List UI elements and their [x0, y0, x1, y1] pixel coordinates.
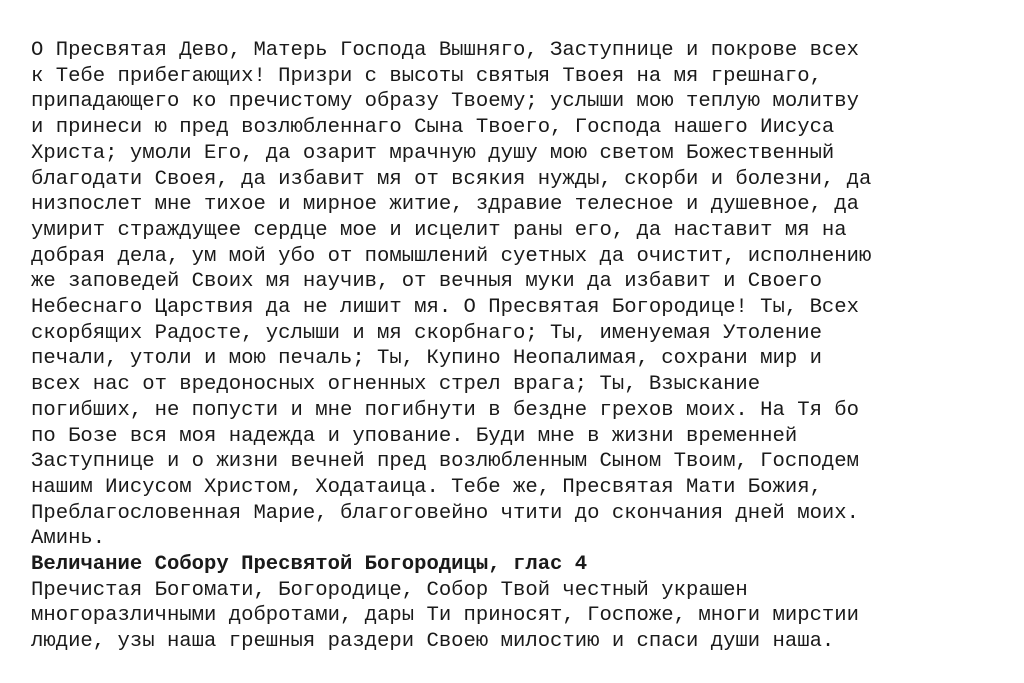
text-line: Преблагословенная Марие, благоговейно чтити до скончания дней моих.: [31, 501, 860, 525]
text-line: многоразличными добротами, дары Ти приносят, Госпоже, многи мирстии: [31, 604, 860, 628]
text-line: умирит страждущее сердце мое и исцелит раны его, да наставит мя на: [31, 218, 847, 242]
text-line: же заповедей Своих мя научив, от вечныя муки да избавит и Своего: [31, 270, 822, 294]
text-line: нашим Иисусом Христом, Ходатаица. Тебе же, Пресвятая Мати Божия,: [31, 475, 822, 499]
text-line: и принеси ю пред возлюбленнаго Сына Твоего, Господа нашего Иисуса: [31, 116, 835, 140]
text-line: добрая дела, ум мой убо от помышлений суетных да очистит, исполнению: [31, 244, 872, 268]
text-line: низпослет мне тихое и мирное житие, здравие телесное и душевное, да: [31, 193, 860, 217]
text-line: скорбящих Радосте, услыши и мя скорбнаго; Ты, именуемая Утоление: [31, 321, 822, 345]
text-line: людие, узы наша грешныя раздери Своею милостию и спаси души наша.: [31, 630, 835, 654]
document-page: [31, 38, 1011, 655]
magnification-heading: Величание Собору Пресвятой Богородицы, глас 4: [31, 553, 588, 577]
text-line: погибших, не попусти и мне погибнути в бездне грехов моих. На Тя бо: [31, 398, 860, 422]
text-line: припадающего ко пречистому образу Твоему; услыши мою теплую молитву: [31, 90, 860, 114]
text-line: Небеснаго Царствия да не лишит мя. О Пресвятая Богородице! Ты, Всех: [31, 296, 860, 320]
text-line: благодати Своея, да избавит мя от всякия нужды, скорби и болезни, да: [31, 167, 872, 191]
text-line: Христа; умоли Его, да озарит мрачную душу мою светом Божественный: [31, 141, 835, 165]
text-line: Пречистая Богомати, Богородице, Собор Твой честный украшен: [31, 578, 748, 602]
prayer-text: [31, 38, 1011, 552]
magnification-text: [31, 578, 1011, 655]
text-line: Аминь.: [31, 527, 106, 551]
text-line: Заступнице и о жизни вечней пред возлюбленным Сыном Твоим, Господем: [31, 450, 860, 474]
text-line: печали, утоли и мою печаль; Ты, Купино Неопалимая, сохрани мир и: [31, 347, 822, 371]
text-line: О Пресвятая Дево, Матерь Господа Вышняго, Заступнице и покрове всех: [31, 39, 860, 62]
text-line: по Бозе вся моя надежда и упование. Буди мне в жизни временней: [31, 424, 798, 448]
text-line: к Тебе прибегающих! Призри с высоты святыя Твоея на мя грешнаго,: [31, 64, 822, 88]
text-line: всех нас от вредоносных огненных стрел врага; Ты, Взыскание: [31, 373, 761, 397]
